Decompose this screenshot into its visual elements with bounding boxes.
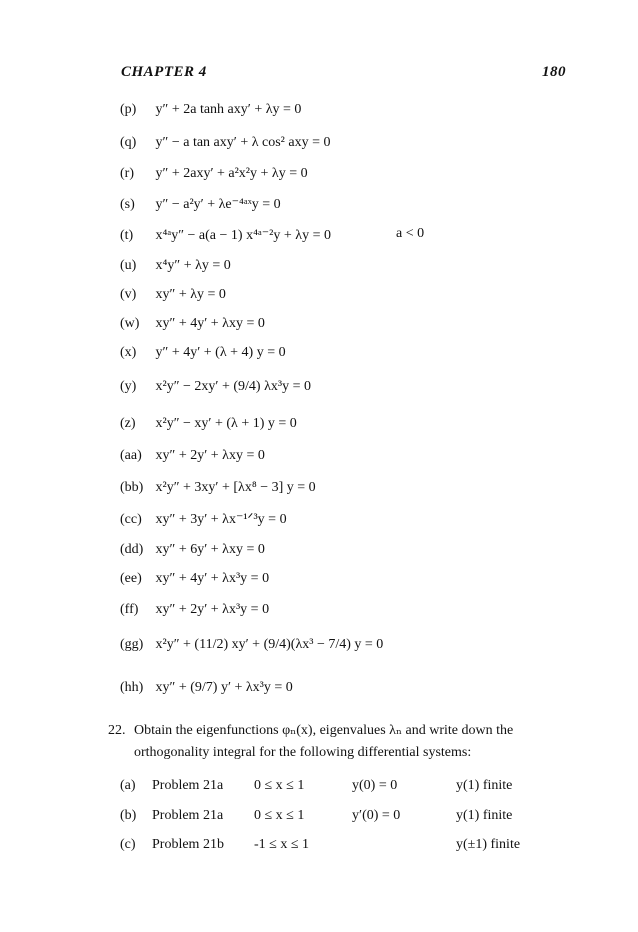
equation-cc (120, 510, 287, 530)
row-boundary-condition-1: y(0) = 0 (352, 778, 398, 793)
row-domain: 0 ≤ x ≤ 1 (254, 778, 305, 793)
row-boundary-condition-1: y′(0) = 0 (352, 808, 401, 823)
equation-expression: y″ − a²y′ + λe⁻⁴ᵃˣy = 0 (155, 197, 281, 212)
equation-condition: a < 0 (396, 226, 425, 241)
equation-w (120, 314, 265, 334)
equation-label: (q) (120, 135, 137, 150)
row-boundary-condition-2: y(±1) finite (456, 837, 521, 852)
equation-expression: x²y″ + (11/2) xy′ + (9/4)(λx³ − 7/4) y = 0 (155, 637, 384, 652)
equation-expression: xy″ + 3y′ + λx⁻¹ᐟ³y = 0 (155, 512, 287, 527)
row-problem: Problem 21b (152, 837, 224, 852)
equation-r (120, 164, 308, 184)
equation-expression: x²y″ − xy′ + (λ + 1) y = 0 (155, 416, 297, 431)
equation-expression: xy″ + (9/7) y′ + λx³y = 0 (155, 680, 293, 695)
equation-label: (t) (120, 228, 134, 243)
row-boundary-condition-2: y(1) finite (456, 778, 513, 793)
equation-label: (dd) (120, 542, 144, 557)
equation-label: (r) (120, 166, 134, 181)
equation-label: (aa) (120, 448, 142, 463)
equation-q (120, 133, 330, 153)
equation-expression: y″ + 4y′ + (λ + 4) y = 0 (155, 345, 286, 360)
equation-expression: xy″ + 2y′ + λxy = 0 (155, 448, 265, 463)
equation-label: (s) (120, 197, 135, 212)
equation-p (120, 100, 301, 120)
equation-label: (z) (120, 416, 136, 431)
equation-expression: x⁴y″ + λy = 0 (155, 258, 231, 273)
equation-expression: xy″ + 6y′ + λxy = 0 (155, 542, 265, 557)
equation-aa (120, 446, 265, 466)
chapter-header: CHAPTER 4 (121, 64, 207, 80)
equation-expression: xy″ + 2y′ + λx³y = 0 (155, 602, 270, 617)
equation-z (120, 414, 297, 434)
equation-expression: x²y″ + 3xy′ + [λx⁸ − 3] y = 0 (155, 480, 316, 495)
equation-label: (bb) (120, 480, 144, 495)
equation-bb (120, 478, 316, 498)
row-boundary-condition-2: y(1) finite (456, 808, 513, 823)
equation-label: (x) (120, 345, 137, 360)
equation-ff (120, 600, 269, 620)
equation-expression: y″ + 2a tanh axy′ + λy = 0 (155, 102, 302, 117)
equation-label: (v) (120, 287, 137, 302)
equation-v (120, 285, 226, 305)
row-problem: Problem 21a (152, 778, 224, 793)
row-problem: Problem 21a (152, 808, 224, 823)
equation-label: (p) (120, 102, 137, 117)
equation-label: (y) (120, 379, 137, 394)
equation-label: (w) (120, 316, 140, 331)
equation-hh (120, 678, 293, 698)
equation-expression: y″ + 2axy′ + a²x²y + λy = 0 (155, 166, 308, 181)
row-label: (a) (120, 778, 136, 793)
equation-expression: xy″ + 4y′ + λxy = 0 (155, 316, 265, 331)
equation-label: (hh) (120, 680, 144, 695)
equation-dd (120, 540, 265, 560)
equation-t (120, 226, 331, 246)
row-domain: 0 ≤ x ≤ 1 (254, 808, 305, 823)
equation-x (120, 343, 286, 363)
equation-label: (cc) (120, 512, 142, 527)
equation-label: (ee) (120, 571, 142, 586)
equation-expression: xy″ + 4y′ + λx³y = 0 (155, 571, 270, 586)
equation-expression: x⁴ᵃy″ − a(a − 1) x⁴ᵃ⁻²y + λy = 0 (155, 228, 331, 243)
equation-gg (120, 635, 383, 655)
equation-label: (gg) (120, 637, 144, 652)
problem-statement: Obtain the eigenfunctions φₙ(x), eigenvalues λₙ and write down the orthogonality integral for the following differential systems: (134, 723, 514, 760)
problem-number: 22. (108, 723, 126, 738)
problem-22 (108, 720, 578, 764)
page-number: 180 (542, 64, 566, 80)
equation-u (120, 256, 231, 276)
equation-label: (u) (120, 258, 137, 273)
row-label: (c) (120, 837, 136, 852)
equation-ee (120, 569, 269, 589)
equation-expression: xy″ + λy = 0 (155, 287, 226, 302)
row-domain: -1 ≤ x ≤ 1 (254, 837, 310, 852)
equation-expression: y″ − a tan axy′ + λ cos² axy = 0 (155, 135, 331, 150)
equation-s (120, 195, 281, 215)
equation-expression: x²y″ − 2xy′ + (9/4) λx³y = 0 (155, 379, 311, 394)
row-label: (b) (120, 808, 137, 823)
equation-y (120, 377, 311, 397)
equation-label: (ff) (120, 602, 139, 617)
